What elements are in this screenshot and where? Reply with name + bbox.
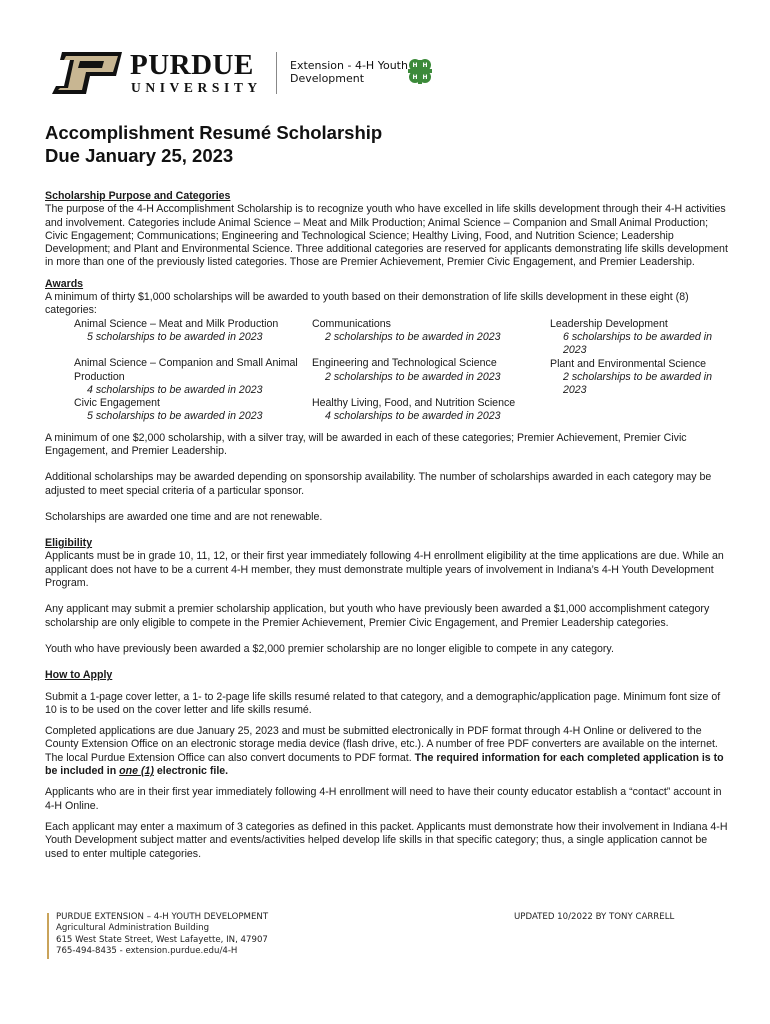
footer-accent-bar	[47, 913, 49, 959]
eligibility-p2: Any applicant may submit a premier scholarship application, but youth who have previously been awarded a $1,000 accomplishment category scholarship are only eligible to compete in the Premier Achievement, Premier Civic Engagement, and Premier Leadership categories.	[45, 603, 710, 629]
category-name: Plant and Environmental Science	[550, 357, 707, 370]
category-name: Animal Science – Companion and Small Animal Production	[74, 357, 298, 383]
footer-address	[56, 912, 268, 957]
extension-unit-label	[290, 59, 408, 85]
svg-text:H: H	[422, 62, 428, 69]
purpose-heading: Scholarship Purpose and Categories	[45, 190, 231, 202]
title-line-1: Accomplishment Resumé Scholarship	[45, 122, 383, 143]
footer-line-2: Agricultural Administration Building	[56, 923, 210, 934]
document-body	[45, 190, 729, 861]
category-name: Engineering and Technological Science	[312, 357, 497, 370]
footer-line-4: 765-494-8435 - extension.purdue.edu/4-H	[56, 945, 238, 956]
category-name: Leadership Development	[550, 317, 668, 330]
premier-awards-text: A minimum of one $2,000 scholarship, with a silver tray, will be awarded in each of these categories; Premier Achievement, Premier Civic Engagement, and Premier Leadership.	[45, 431, 687, 457]
letterhead	[52, 50, 472, 96]
category-name: Communications	[312, 317, 391, 330]
awards-column-1	[74, 318, 304, 424]
awards-intro: A minimum of thirty $1,000 scholarships will be awarded to youth based on their demonstration of life skills development in these eight (8) categories:	[45, 291, 689, 317]
how-to-apply-heading: How to Apply	[45, 669, 113, 682]
awards-categories	[74, 318, 729, 424]
category-count: 4 scholarships to be awarded in 2023	[87, 383, 263, 396]
apply-p2-bold: The required information for each completed application is to be included in	[45, 751, 724, 778]
awards-column-3	[550, 318, 735, 398]
page-title	[45, 121, 382, 167]
category-count: 4 scholarships to be awarded in 2023	[325, 410, 501, 423]
category-count: 6 scholarships to be awarded in 2023	[563, 330, 712, 357]
eligibility-p1: Applicants must be in grade 10, 11, 12, or their first year immediately following 4-H enrollment eligibility at the time applications are due. While an applicant does not have to be a current 4-H member, they must demonstrate multiple years of involvement in Indiana’s 4-H Youth Development Program.	[45, 550, 724, 590]
apply-p2-bold-end: electronic file.	[156, 765, 229, 778]
logo-wordmark-university: UNIVERSITY	[131, 80, 262, 95]
category-count: 5 scholarships to be awarded in 2023	[87, 330, 263, 343]
category-name: Civic Engagement	[74, 397, 160, 410]
eligibility-p3: Youth who have previously been awarded a $2,000 premier scholarship are no longer eligible to compete in any category.	[45, 642, 614, 655]
apply-p2	[45, 725, 729, 778]
apply-p3: Applicants who are in their first year immediately following 4-H enrollment will need to have their county educator establish a “contact” account in 4-H Online.	[45, 786, 722, 812]
category-name: Animal Science – Meat and Milk Production	[74, 317, 279, 330]
eligibility-heading: Eligibility	[45, 537, 93, 550]
logo-wordmark-purdue: PURDUE	[130, 49, 254, 81]
footer-updated: UPDATED 10/2022 BY TONY CARRELL	[514, 912, 675, 922]
extension-line-2: Development	[290, 72, 365, 85]
footer-line-3: 615 West State Street, West Lafayette, IN, 47907	[56, 934, 268, 945]
svg-text:H: H	[412, 62, 418, 69]
svg-text:H: H	[412, 74, 418, 81]
extension-line-1: Extension - 4-H Youth	[290, 59, 408, 72]
page-footer	[47, 912, 727, 960]
4h-clover-icon	[404, 56, 436, 88]
footer-line-1: PURDUE EXTENSION – 4-H YOUTH DEVELOPMENT	[56, 912, 269, 922]
awards-heading: Awards	[45, 277, 84, 290]
category-count: 2 scholarships to be awarded in 2023	[325, 330, 501, 343]
category-name: Healthy Living, Food, and Nutrition Science	[312, 396, 516, 409]
non-renewable-text: Scholarships are awarded one time and are not renewable.	[45, 510, 323, 523]
category-count: 5 scholarships to be awarded in 2023	[87, 410, 263, 423]
title-line-2: Due January 25, 2023	[45, 145, 234, 166]
category-count: 2 scholarships to be awarded in 2023	[563, 370, 712, 397]
apply-p2-text: Completed applications are due January 25, 2023 and must be submitted electronically in PDF format through 4-H Online or delivered to the County Extension Office on an electronic storage media device (flash drive, etc.). A number of free PDF converters are available on the internet. The local Purdue Extension Office can also convert documents to PDF format.	[45, 725, 718, 764]
apply-p4: Each applicant may enter a maximum of 3 categories as defined in this packet. Applicants must demonstrate how their involvement in Indiana 4-H Youth Development subject matter and events/activities helped develop life skills in that specific category; thus, a single application cannot be used to enter multiple categories.	[45, 820, 728, 860]
purpose-text: The purpose of the 4-H Accomplishment Scholarship is to recognize youth who have excelled in life skills development through their 4-H activities and involvement. Categories include Animal Science – Meat and Milk Production; Animal Science – Companion and Small Animal Production; Civic Engagement; Communications; Engineering and Technological Science; Healthy Living, Food, and Nutrition Science; Leadership Development; and Plant and Environmental Science. Three additional categories are reserved for applicants demonstrating life skills development in more than one of the previously listed categories. Those are Premier Achievement, Premier Civic Engagement, and Premier Leadership.	[45, 203, 728, 269]
additional-awards-text: Additional scholarships may be awarded depending on sponsorship availability. The number of scholarships awarded in each category may be adjusted to meet special criteria of a particular sponsor.	[45, 471, 712, 497]
awards-column-2	[312, 318, 542, 424]
header-divider	[276, 52, 277, 94]
purdue-p-logo-icon	[52, 52, 124, 94]
apply-p1: Submit a 1-page cover letter, a 1- to 2-page life skills resumé related to that category, and a demographic/application page. Minimum font size of 10 is to be used on the cover letter and life skills resumé.	[45, 690, 721, 716]
category-count: 2 scholarships to be awarded in 2023	[325, 370, 501, 383]
svg-text:H: H	[422, 74, 428, 81]
apply-p2-emphasis: one (1)	[119, 765, 154, 778]
